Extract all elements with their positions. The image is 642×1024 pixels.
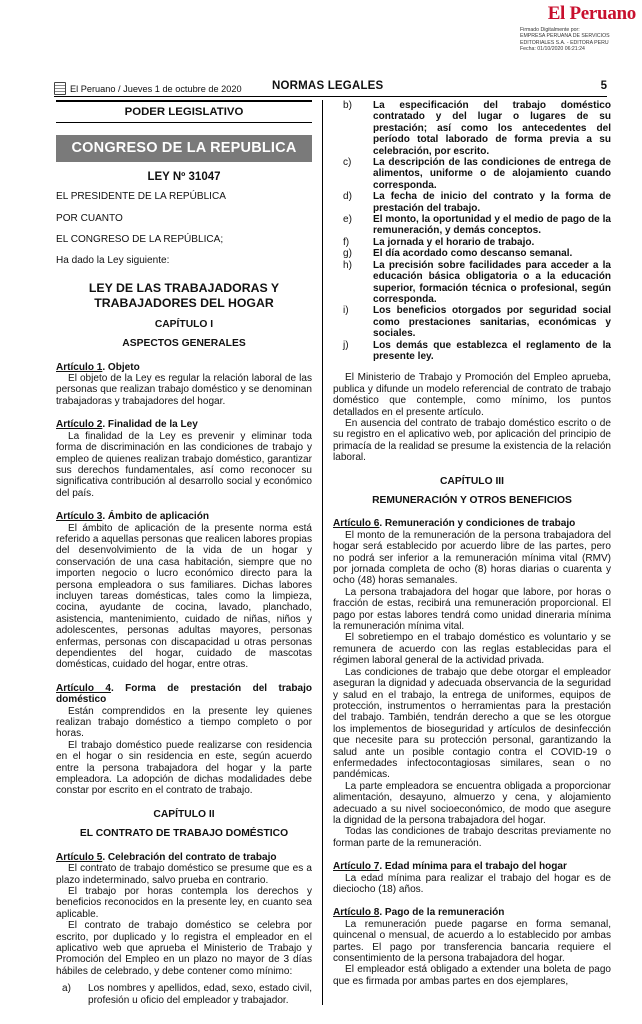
list-item: d) La fecha de inicio del contrato y la forma de prestación del trabajo. [343,191,611,214]
ha-dado-line: Ha dado la Ley siguiente: [56,255,170,267]
congress-banner: CONGRESO DE LA REPUBLICA [56,135,312,161]
newspaper-logo [436,3,636,53]
article-4-title: Artículo 4. Forma de prestación del trabajo doméstico [56,682,312,706]
list-item-a: a) Los nombres y apellidos, edad, sexo, estado civil, profesión u oficio del empleador y trabajador. [62,983,312,1006]
column-divider [322,100,323,1005]
article-6-text-3: El sobretiempo en el trabajo doméstico es voluntario y se remunera de acuerdo con las reglas establecidas para el régimen laboral general de la actividad privada. [333,632,611,667]
article-8-text-2: El empleador está obligado a extender una boleta de pago que es firmada por ambas partes en dos ejemplares, [333,964,611,987]
list-item: j) Los demás que establezca el reglamento de la presente ley. [343,339,611,362]
article-8-title: Artículo 8. Pago de la remuneración [333,907,505,919]
por-cuanto-line: POR CUANTO [56,212,123,224]
article-3-title: Artículo 3. Ámbito de aplicación [56,511,209,523]
header-date: El Peruano / Jueves 1 de octubre de 2020 [70,83,242,94]
article-5-text-3: El contrato de trabajo doméstico se celebra por escrito, por duplicado y lo registra el empleador en el aplicativo web que aprueba el Ministerio de Trabajo y Promoción del Empleo en un plazo no mayor de 3 días hábiles de celebrado, y debe contener como mínimo: [56,920,312,977]
right-column [333,100,611,987]
article-2-text: La finalidad de la Ley es prevenir y eliminar toda forma de discriminación en las condiciones de trabajo y empleo de quienes realizan trabajo doméstico, garantizar sus derechos fundamentales, así como reconocer su significativa contribución al desarrollo social y económico del país. [56,430,312,499]
article-8-text-1: La remuneración puede pagarse en forma semanal, quincenal o mensual, de acuerdo a lo establecido por ambas partes. El pago por transferencia bancaria requiere el consentimiento de la persona trabajadora del hogar. [333,918,611,965]
article-6-text-4: Las condiciones de trabajo que debe otorgar el empleador aseguran la dignidad y adecuada observancia de la seguridad y salud en el trabajo, la entrega de uniformes, equipos de protección, instrumentos o herramientas para la prestación del trabajo. También, tendrán derecho a que se les otorgue los implementos de bioseguridad y artículos de desinfección que necesite para su protección personal, garantizando la salud ante un posible contagio contra el COVID-19 o enfermedades infectocontagiosas similares, sean o no pandémicas. [333,666,611,781]
newspaper-icon [54,82,66,95]
article-4-text-2: El trabajo doméstico puede realizarse con residencia en el hogar o sin residencia en este, según acuerdo entre la persona trabajadora del hogar y la parte empleadora. La adopción de dichas modalidades debe constar por escrito en el contrato de trabajo. [56,739,312,797]
paragraph-absence: En ausencia del contrato de trabajo doméstico escrito o de su registro en el aplicativo web, por aplicación del principio de primacía de la realidad se presume la existencia de la relación laboral. [333,417,611,464]
article-1-title: Artículo 1. Objeto [56,361,140,373]
law-title: LEY DE LAS TRABAJADORAS Y TRABAJADORES DEL HOGAR [88,280,280,310]
section-title: PODER LEGISLATIVO [56,100,312,123]
header-left [54,82,242,95]
list-item: b) La especificación del trabajo doméstico contratado y del lugar o lugares de su prestación; así como los antecedentes del período total laborado de forma previa a su celebración, por escrito. [343,100,611,157]
chapter-2: CAPÍTULO II [153,808,215,820]
article-2-title: Artículo 2. Finalidad de la Ley [56,419,198,431]
chapter-1: CAPÍTULO I [154,318,214,330]
list-item: i) Los beneficios otorgados por seguridad social como prestaciones sanitarias, económicas y sociales. [343,305,611,340]
chapter-2-title: EL CONTRATO DE TRABAJO DOMÉSTICO [79,828,289,840]
list-item: f) La jornada y el horario de trabajo. [343,236,535,248]
article-6-text-1: El monto de la remuneración de la persona trabajadora del hogar será establecido por acuerdo libre de las partes, pero no podrá ser inferior a la remuneración mínima vital (RMV) por jornada completa de ocho (8) horas diarias o cuarenta y ocho (48) horas semanales. [333,529,611,587]
article-6-text-5: La parte empleadora se encuentra obligada a proporcionar alimentación, desayuno, almuerzo y cena, y alojamiento adecuado a su nivel socioeconómico, de modo que asegure la dignidad de la persona trabajadora del hogar. [333,780,611,826]
page-header [54,80,607,97]
left-column [56,100,312,1006]
chapter-3: CAPÍTULO III [439,475,505,487]
article-5-text-1: El contrato de trabajo doméstico se presume que es a plazo indeterminado, salvo prueba en contrario. [56,863,312,886]
list-item: g) El día acordado como descanso semanal. [343,248,573,260]
article-7-title: Artículo 7. Edad mínima para el trabajo del hogar [333,861,567,873]
article-6-text-6: Todas las condiciones de trabajo descritas previamente no forman parte de la remuneración. [333,826,611,849]
brand-name: El Peruano [547,3,636,24]
article-6-text-2: La persona trabajadora del hogar que labore, por horas o fracción de estas, recibirá una remuneración proporcional. El pago por estas labores tendrá como unidad dineraria mínima la remuneración mínima vital. [333,586,611,633]
president-line: EL PRESIDENTE DE LA REPÚBLICA [56,191,226,203]
article-1-text: El objeto de la Ley es regular la relación laboral de las personas que realizan trabajo doméstico y se denominan trabajadoras y trabajadores del hogar. [56,373,312,407]
page-number: 5 [600,80,607,92]
digital-signature: Firmado Digitalmente por: EMPRESA PERUANA DE SERVICIOS EDITORIALES S.A. - EDITORA PERU Fecha: 01/10/2020 06:21:24 [520,27,610,53]
article-5-text-2: El trabajo por horas contempla los derechos y beneficios reconocidos en la presente ley, en cuanto sea aplicable. [56,885,312,920]
article-4-text-1: Están comprendidos en la presente ley quienes realizan trabajo doméstico a tiempo completo o por horas. [56,705,312,740]
header-section: NORMAS LEGALES [272,80,384,92]
law-number: LEY Nº 31047 [147,170,221,183]
list-item: e) El monto, la oportunidad y el medio de pago de la remuneración, y demás conceptos. [343,214,611,237]
article-3-text: El ámbito de aplicación de la presente norma está referido a aquellas personas que realicen labores propias del desenvolvimiento de la vida de un hogar y conservación de una casa habitación, siempre que no importen negocio o lucro económico directo para la persona empleadora o sus familiares. Dichas labores incluyen tareas domésticas, tales como la limpieza, cocina, ayudante de cocina, lavado, planchado, asistencia, mantenimiento, cuidado de niñas, niños y adolescentes, personas adultas mayores, personas enfermas, personas con discapacidad u otras personas dependientes del hogar, cuidado de mascotas domésticas, cuidado del hogar, entre otras. [56,522,312,671]
chapter-3-title: REMUNERACIÓN Y OTROS BENEFICIOS [372,495,572,506]
congreso-line: EL CONGRESO DE LA REPÚBLICA; [56,234,224,246]
article-5-title: Artículo 5. Celebración del contrato de trabajo [56,851,277,863]
list-item: h) La precisión sobre facilidades para acceder a la educación básica obligatoria o a la educación superior, formación técnica o profesional, según corresponda. [343,259,611,305]
chapter-1-title: ASPECTOS GENERALES [122,338,246,350]
article-7-text: La edad mínima para realizar el trabajo del hogar es de dieciocho (18) años. [333,872,611,895]
paragraph-model-contract: El Ministerio de Trabajo y Promoción del Empleo aprueba, publica y difunde un modelo referencial de contrato de trabajo doméstico que contemple, como mínimo, los puntos detallados en el presente artículo. [333,372,611,418]
article-6-title: Artículo 6. Remuneración y condiciones de trabajo [333,518,576,530]
list-item: c) La descripción de las condiciones de entrega de alimentos, uniforme o de alojamiento cuando corresponda. [343,157,611,191]
